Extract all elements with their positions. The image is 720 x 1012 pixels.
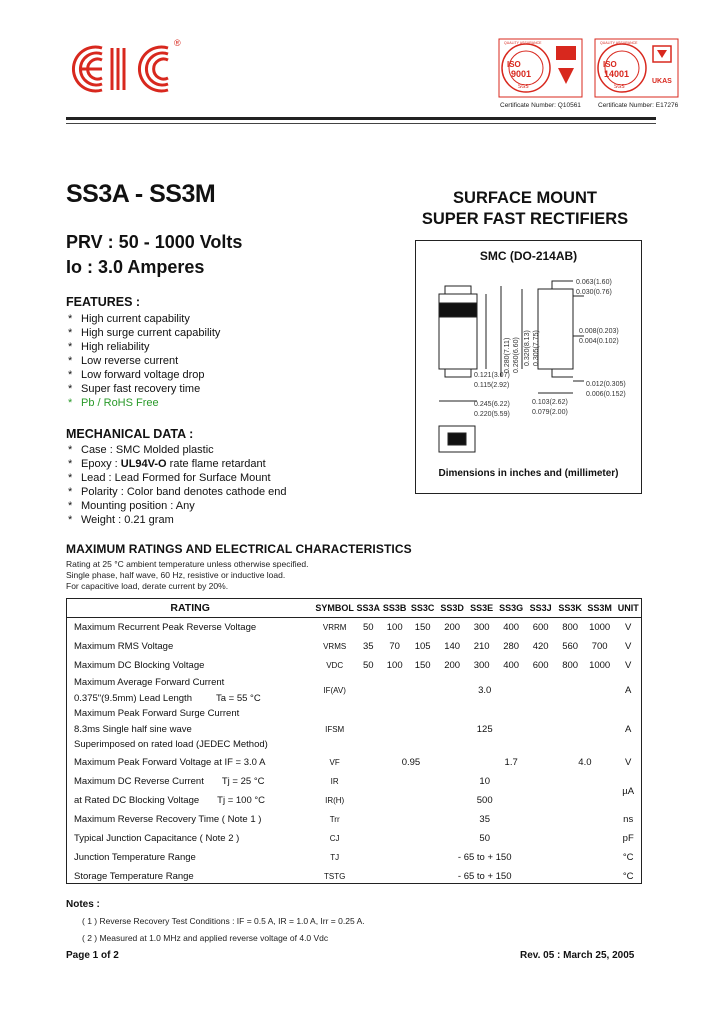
eic-logo	[62, 40, 182, 96]
dim-label: 0.320(8.13)	[524, 330, 531, 366]
list-item: * High surge current capability	[68, 327, 221, 339]
dim-label: 0.305(7.75)	[533, 330, 540, 366]
page-number: Page 1 of 2	[66, 950, 119, 961]
condition-line: Single phase, half wave, 60 Hz, resistive or inductive load.	[66, 570, 286, 580]
column-header: SS3M	[587, 602, 612, 613]
dim-label: 0.260(6.60)	[513, 337, 520, 373]
table-row: Maximum Average Forward Current 0.375"(9.5mm) Lead Length Ta = 55 °C IF(AV) 3.0 A	[74, 677, 632, 704]
note-item: ( 2 ) Measured at 1.0 MHz and applied reverse voltage of 4.0 Vdc	[82, 933, 329, 943]
iso14001-ukas: UKAS	[652, 78, 672, 85]
column-header: SS3E	[470, 602, 494, 613]
revision-date: Rev. 05 : March 25, 2005	[520, 950, 635, 961]
package-caption: Dimensions in inches and (millimeter)	[438, 468, 619, 479]
list-item: * Epoxy : UL94V-O rate flame retardant	[68, 458, 266, 470]
mechanical-heading: MECHANICAL DATA :	[66, 427, 194, 441]
iso14001-body: SGS	[614, 84, 625, 90]
column-header: SS3K	[558, 602, 582, 613]
iso9001-cert-number: Certificate Number: Q10561	[500, 102, 581, 109]
dim-label: 0.008(0.203)	[579, 328, 619, 335]
column-header: SYMBOL	[315, 602, 354, 613]
list-item: * Polarity : Color band denotes cathode end	[68, 486, 287, 498]
condition-line: For capacitive load, derate current by 20%.	[66, 581, 229, 591]
package-name: SMC (DO-214AB)	[479, 249, 578, 263]
iso9001-seal-text: QUALITY ASSURANCE	[504, 41, 542, 45]
list-item: * Low forward voltage drop	[68, 369, 205, 381]
column-header: SS3B	[382, 602, 407, 613]
iso9001-standard: ISO	[507, 60, 521, 69]
table-row: Storage Temperature Range TSTG - 65 to + 150 °C	[74, 870, 634, 882]
list-item: * Low reverse current	[68, 355, 179, 367]
list-item: * Lead : Lead Formed for Surface Mount	[68, 472, 271, 484]
table-row: Typical Junction Capacitance ( Note 2 ) CJ 50 pF	[74, 832, 634, 844]
category-line-2: SUPER FAST RECTIFIERS	[421, 210, 629, 228]
dim-label: 0.115(2.92)	[474, 382, 510, 389]
eic-logo-graphic	[62, 40, 187, 98]
list-item: * Case : SMC Molded plastic	[68, 444, 214, 456]
list-item: * Weight : 0.21 gram	[68, 514, 174, 526]
condition-line: Rating at 25 °C ambient temperature unless otherwise specified.	[66, 559, 309, 569]
iso14001-standard: ISO	[603, 60, 617, 69]
table-row: Maximum DC Blocking Voltage VDC 50 100 150 200 300 400 600 800 1000 V	[74, 659, 632, 671]
iso14001-seal-text: QUALITY ASSURANCE	[600, 41, 638, 45]
package-drawing	[415, 240, 642, 494]
table-row: Maximum Peak Forward Voltage at IF = 3.0 A VF 0.95 1.7 4.0 V	[74, 756, 632, 768]
list-item: * Mounting position : Any	[68, 500, 195, 512]
dim-label: 0.006(0.152)	[586, 391, 626, 398]
product-category	[405, 188, 645, 230]
iso14001-cert-number: Certificate Number: E17276	[598, 102, 679, 109]
registered-mark: ®	[174, 38, 181, 48]
column-header: SS3J	[529, 602, 552, 613]
dim-label: 0.063(1.60)	[576, 279, 612, 286]
iso9001-body: SGS	[518, 84, 529, 90]
column-header: UNIT	[617, 602, 639, 613]
iso14001-certificate	[594, 38, 679, 98]
dim-label: 0.245(6.22)	[474, 401, 510, 408]
table-row: Maximum Reverse Recovery Time ( Note 1 ) Trr 35 ns	[74, 813, 634, 825]
iso9001-number: 9001	[511, 69, 532, 79]
table-row: at Rated DC Blocking Voltage Tj = 100 °C IR(H) 500	[74, 794, 493, 806]
dim-label: 0.079(2.00)	[532, 409, 568, 416]
dim-label: 0.030(0.76)	[576, 289, 612, 296]
dim-label: 0.103(2.62)	[532, 399, 568, 406]
part-number-title: SS3A - SS3M	[66, 180, 216, 208]
header-rule-thin	[66, 123, 656, 124]
features-heading: FEATURES :	[66, 295, 141, 309]
features-list	[68, 312, 220, 410]
header-rule	[66, 117, 656, 120]
column-header: SS3C	[410, 602, 435, 613]
io-rating: Io : 3.0 Amperes	[66, 257, 205, 277]
table-row: Maximum Peak Forward Surge Current 8.3ms Single half sine wave Superimposed on rated load (JEDEC Method) IFSM 125 A	[74, 708, 632, 751]
rohs-item: * Pb / RoHS Free	[68, 397, 159, 409]
iso14001-number: 14001	[604, 69, 630, 79]
notes-heading: Notes :	[66, 899, 100, 910]
dim-label: 0.121(3.07)	[474, 372, 510, 379]
table-header-row	[66, 598, 642, 618]
column-header: SS3D	[440, 602, 464, 613]
list-item: * High current capability	[68, 313, 190, 325]
dim-label: 0.220(5.59)	[474, 411, 510, 418]
mechanical-list	[68, 443, 286, 527]
list-item: * High reliability	[68, 341, 150, 353]
dim-label: 0.280(7.11)	[504, 337, 511, 373]
column-header: SS3A	[356, 602, 380, 613]
note-item: ( 1 ) Reverse Recovery Test Conditions : IF = 0.5 A, IR = 1.0 A, Irr = 0.25 A.	[82, 916, 365, 926]
ratings-heading: MAXIMUM RATINGS AND ELECTRICAL CHARACTERISTICS	[66, 542, 412, 556]
ratings-table	[66, 598, 642, 886]
table-row: Maximum DC Reverse Current Tj = 25 °C IR 10 µA	[74, 775, 635, 797]
table-row: Junction Temperature Range TJ - 65 to + 150 °C	[74, 851, 634, 863]
iso9001-certificate	[498, 38, 583, 98]
column-header: RATING	[170, 601, 210, 614]
dim-label: 0.012(0.305)	[586, 381, 626, 388]
table-row: Maximum Recurrent Peak Reverse Voltage VRRM 50 100 150 200 300 400 600 800 1000 V	[74, 621, 632, 633]
column-header: SS3G	[499, 602, 524, 613]
table-row: Maximum RMS Voltage VRMS 35 70 105 140 210 280 420 560 700 V	[74, 640, 632, 652]
list-item: * Super fast recovery time	[68, 383, 201, 395]
category-line-1: SURFACE MOUNT	[453, 189, 597, 207]
prv-rating: PRV : 50 - 1000 Volts	[66, 232, 243, 252]
dim-label: 0.004(0.102)	[579, 338, 619, 345]
